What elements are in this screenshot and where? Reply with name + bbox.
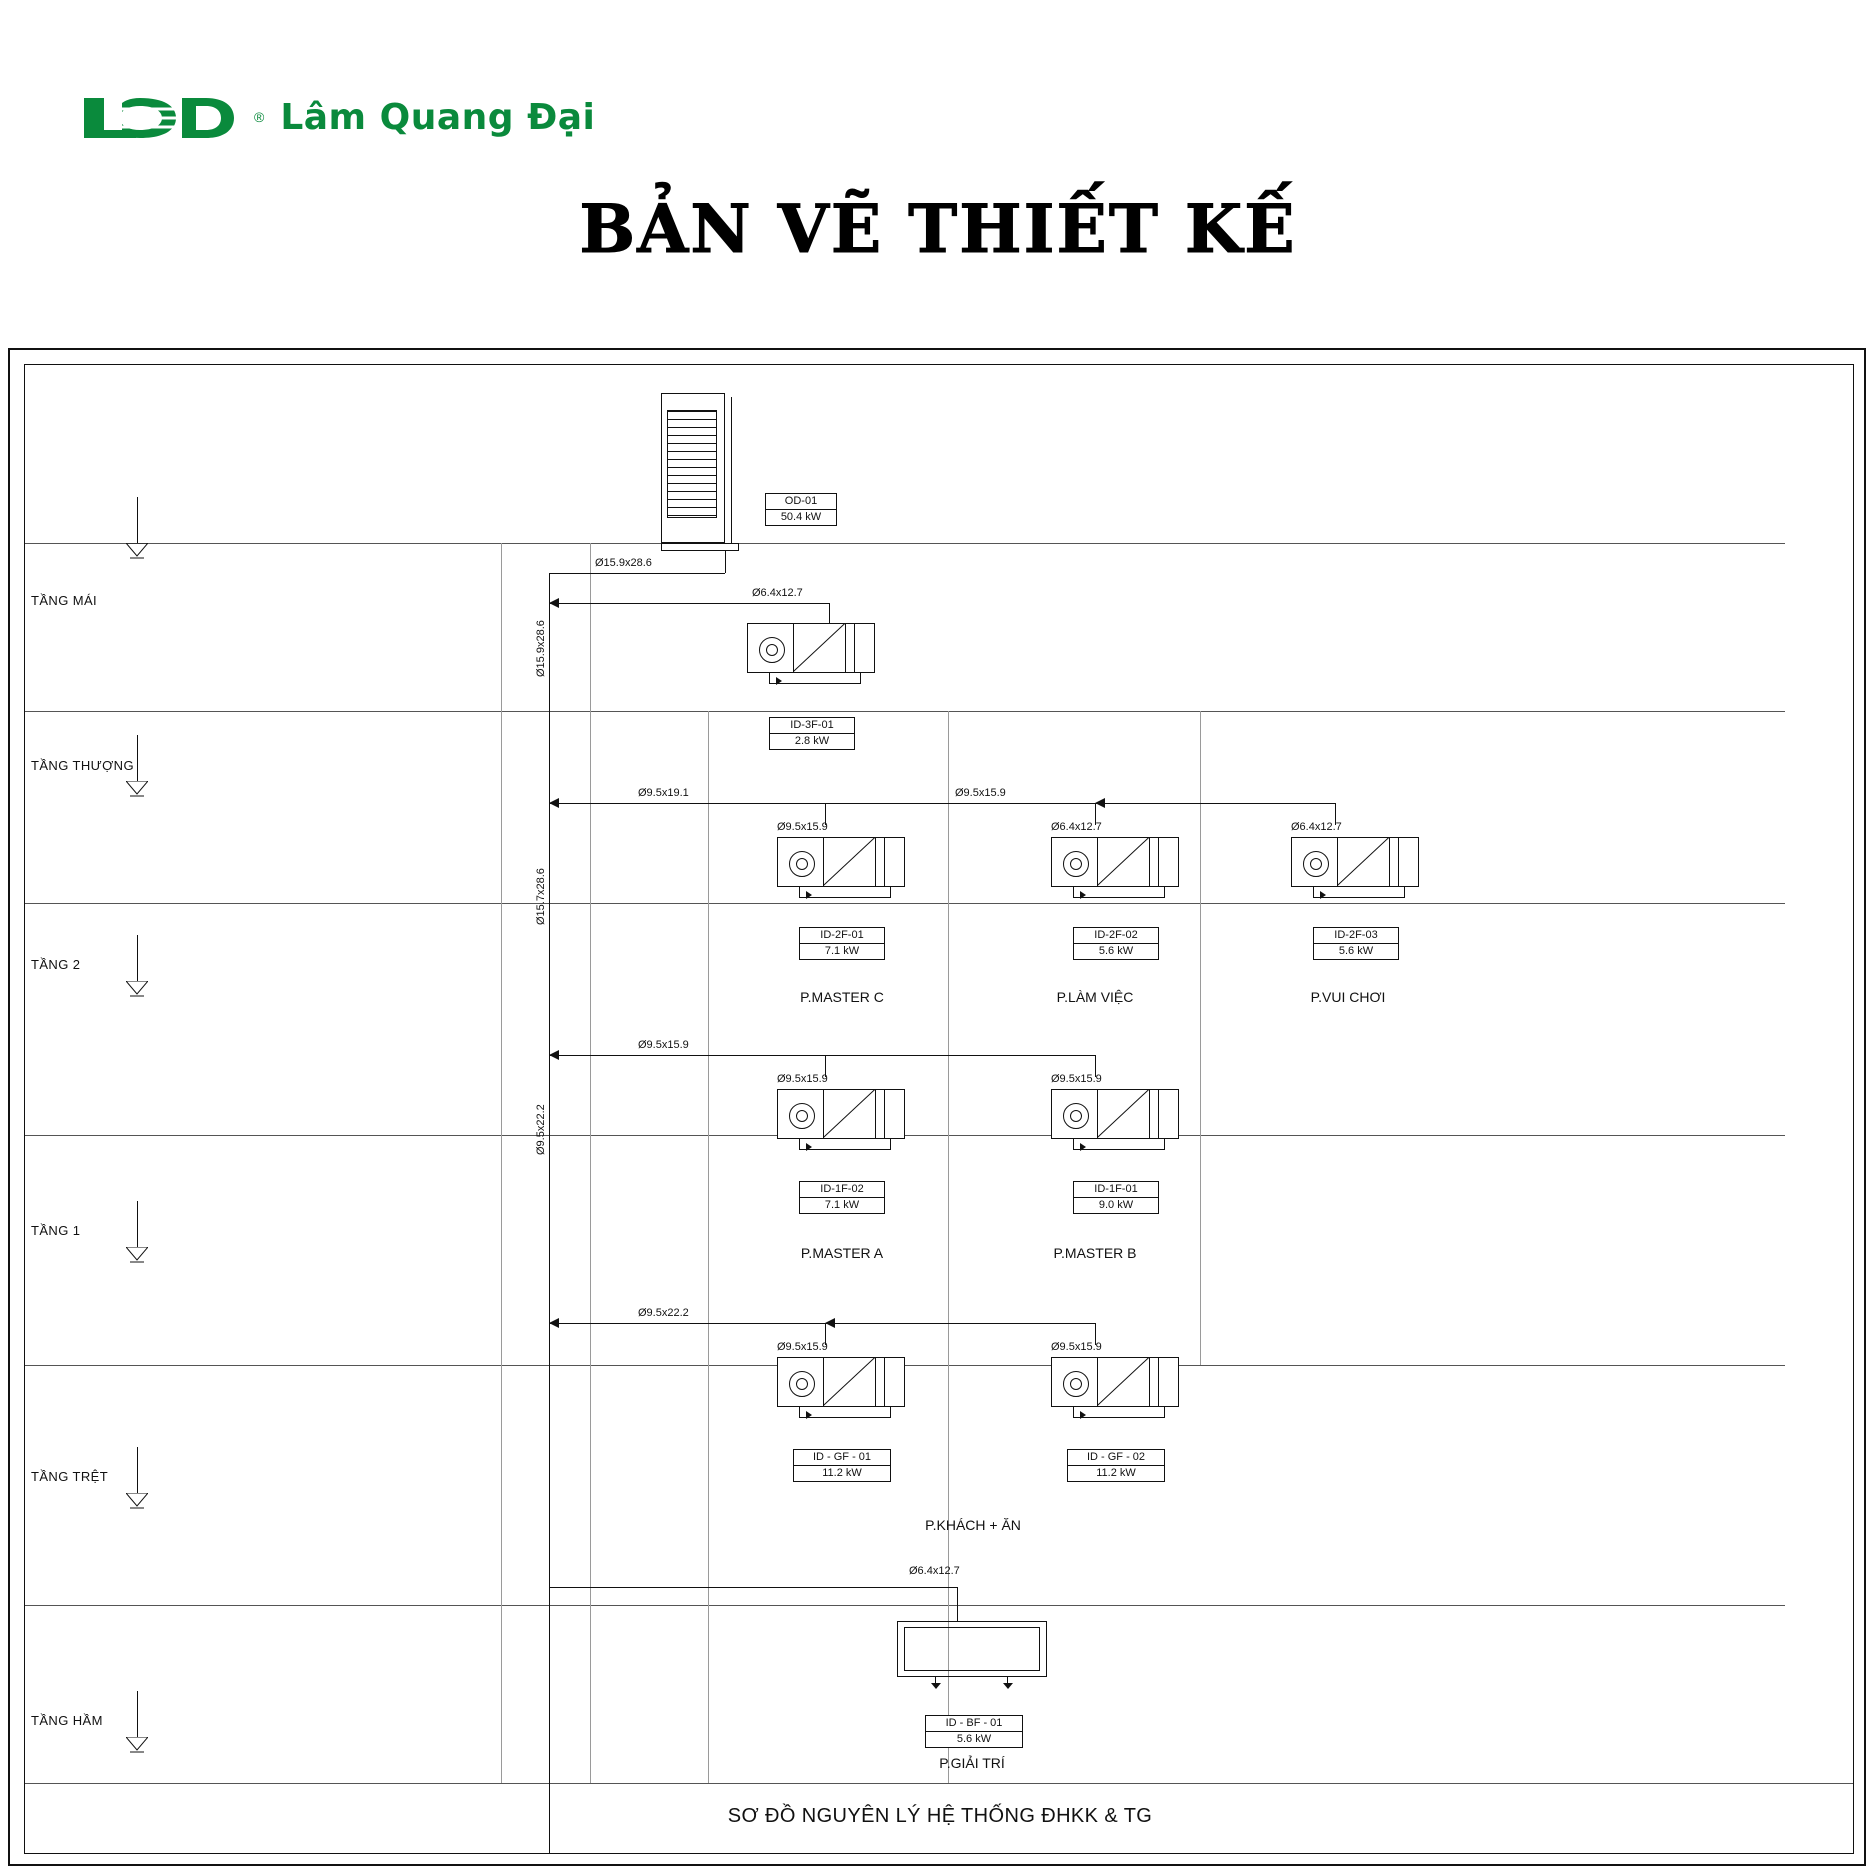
- pipe-label-riser-1f: Ø9.5x22.2: [535, 1104, 547, 1155]
- pipe-label-branch-bf: Ø6.4x12.7: [909, 1565, 960, 1577]
- brand-name: Lâm Quang Đại: [280, 96, 596, 138]
- level-arrow-2f: [137, 935, 138, 981]
- indoor-unit-tag-2f-03: [1313, 927, 1399, 960]
- grid-line-1: [501, 543, 502, 1783]
- indoor-unit-tag-capacity: 5.6 kW: [1338, 945, 1374, 957]
- indoor-unit-tag-id: ID-1F-01: [1074, 1182, 1158, 1198]
- indoor-unit-tag-bf-01: [925, 1715, 1023, 1748]
- level-label-gf: TẦNG TRỆT: [31, 1469, 109, 1484]
- pipe-label-1f-02: Ø9.5x15.9: [777, 1073, 828, 1085]
- indoor-unit-tag-id: ID-3F-01: [770, 718, 854, 734]
- floor-line-upper: [25, 711, 1785, 712]
- indoor-unit-tag-capacity: 2.8 kW: [794, 735, 830, 747]
- level-label-1f: TẦNG 1: [31, 1223, 81, 1238]
- indoor-unit-tag-gf-01: [793, 1449, 891, 1482]
- floor-line-basement: [25, 1605, 1785, 1606]
- indoor-unit-graphic-gf-01: [777, 1357, 905, 1419]
- grid-line-5: [1200, 711, 1201, 1365]
- page-header: [0, 0, 1876, 340]
- indoor-unit-graphic-1f-01: [1051, 1089, 1179, 1151]
- room-label-khach-an: P.KHÁCH + ĂN: [925, 1517, 1021, 1533]
- indoor-unit-tag-id: ID - GF - 02: [1068, 1450, 1164, 1466]
- level-label-roof: TẦNG MÁI: [31, 593, 98, 608]
- indoor-unit-graphic-3f-01: [747, 623, 875, 685]
- room-label-vui-choi: P.VUI CHƠI: [1310, 989, 1386, 1005]
- company-logo-icon: [78, 92, 238, 142]
- indoor-unit-tag-id: ID-1F-02: [800, 1182, 884, 1198]
- drawing-inner-frame: [24, 364, 1854, 1854]
- level-arrow-upper: [137, 735, 138, 781]
- arrow-branch-3f: [549, 598, 559, 608]
- pipe-label-riser-2f: Ø15.7x28.6: [535, 868, 547, 925]
- room-label-master-a: P.MASTER A: [800, 1245, 884, 1261]
- indoor-unit-tag-gf-02: [1067, 1449, 1165, 1482]
- riser-main: [549, 573, 550, 1854]
- pipe-branch-3f: [549, 603, 829, 604]
- arrow-branch-gf: [549, 1318, 559, 1328]
- pipe-branch-1f: [549, 1055, 1095, 1056]
- pipe-label-branch-gf-main: Ø9.5x22.2: [638, 1307, 689, 1319]
- indoor-unit-graphic-1f-02: [777, 1089, 905, 1151]
- pipe-label-gf-01: Ø9.5x15.9: [777, 1341, 828, 1353]
- indoor-unit-graphic-gf-02: [1051, 1357, 1179, 1419]
- pipe-label-riser-roof: Ø15.9x28.6: [535, 620, 547, 677]
- floor-line-2f: [25, 903, 1785, 904]
- indoor-unit-graphic-2f-02: [1051, 837, 1179, 899]
- page-title: BẢN VẼ THIẾT KẾ: [579, 190, 1297, 268]
- room-label-master-c: P.MASTER C: [800, 989, 884, 1005]
- level-triangle-1f: [126, 1247, 148, 1260]
- level-label-upper: TẦNG THƯỢNG: [31, 758, 134, 773]
- indoor-unit-tag-1f-02: [799, 1181, 885, 1214]
- arrow-branch-2f: [549, 798, 559, 808]
- indoor-unit-tag-capacity: 5.6 kW: [1098, 945, 1134, 957]
- indoor-unit-graphic-2f-03: [1291, 837, 1419, 899]
- level-triangle-basement: [126, 1737, 148, 1750]
- level-triangle-upper: [126, 781, 148, 794]
- level-triangle-2f: [126, 981, 148, 994]
- indoor-unit-graphic-bf-01: [897, 1621, 1047, 1683]
- grid-line-3: [708, 711, 709, 1783]
- room-label-lam-viec: P.LÀM VIỆC: [1056, 989, 1134, 1005]
- brand-block: [78, 92, 595, 142]
- arrow-branch-gf-mid: [825, 1318, 835, 1328]
- level-arrow-1f: [137, 1201, 138, 1247]
- indoor-unit-tag-capacity: 9.0 kW: [1098, 1199, 1134, 1211]
- pipe-label-main-roof: Ø15.9x28.6: [595, 557, 652, 569]
- level-arrow-gf: [137, 1447, 138, 1493]
- pipe-label-branch-2f-main: Ø9.5x19.1: [638, 787, 689, 799]
- pipe-label-gf-02: Ø9.5x15.9: [1051, 1341, 1102, 1353]
- indoor-unit-tag-id: ID - GF - 01: [794, 1450, 890, 1466]
- room-label-giai-tri: P.GIẢI TRÍ: [939, 1755, 1005, 1771]
- outdoor-unit-graphic: [661, 393, 735, 551]
- pipe-label-branch-1f-main: Ø9.5x15.9: [638, 1039, 689, 1051]
- indoor-unit-tag-2f-01: [799, 927, 885, 960]
- registered-trademark-icon: ®: [254, 109, 265, 125]
- grid-line-2: [590, 543, 591, 1783]
- pipe-label-2f-01: Ø9.5x15.9: [777, 821, 828, 833]
- pipe-label-branch-3f: Ø6.4x12.7: [752, 587, 803, 599]
- arrow-branch-1f: [549, 1050, 559, 1060]
- floor-line-roof: [25, 543, 1785, 544]
- level-label-2f: TẦNG 2: [31, 957, 81, 972]
- level-arrow-basement: [137, 1691, 138, 1737]
- room-label-master-b: P.MASTER B: [1053, 1245, 1137, 1261]
- outdoor-unit-tag-id: OD-01: [766, 494, 836, 510]
- level-triangle-gf: [126, 1493, 148, 1506]
- indoor-unit-tag-capacity: 11.2 kW: [822, 1467, 862, 1479]
- drawing-footer-title: SƠ ĐỒ NGUYÊN LÝ HỆ THỐNG ĐHKK & TG: [727, 1805, 1153, 1827]
- pipe-label-2f-03: Ø6.4x12.7: [1291, 821, 1342, 833]
- pipe-od-drop: [725, 551, 726, 573]
- indoor-unit-tag-capacity: 5.6 kW: [956, 1733, 992, 1745]
- pipe-drop-3f: [829, 603, 830, 625]
- floor-line-bottom: [25, 1783, 1854, 1784]
- level-arrow-roof: [137, 497, 138, 543]
- pipe-od-horizontal: [549, 573, 725, 574]
- level-triangle-roof: [126, 543, 148, 556]
- pipe-branch-bf: [549, 1587, 957, 1588]
- pipe-branch-gf: [549, 1323, 1095, 1324]
- pipe-drop-bf: [957, 1587, 958, 1621]
- outdoor-unit-tag-capacity: 50.4 kW: [780, 511, 822, 523]
- indoor-unit-tag-capacity: 7.1 kW: [824, 1199, 860, 1211]
- indoor-unit-tag-id: ID-2F-01: [800, 928, 884, 944]
- drawing-frame: [8, 348, 1866, 1866]
- drawing-layer: [25, 365, 1854, 1854]
- pipe-label-1f-01: Ø9.5x15.9: [1051, 1073, 1102, 1085]
- indoor-unit-tag-1f-01: [1073, 1181, 1159, 1214]
- arrow-branch-2f-mid: [1095, 798, 1105, 808]
- pipe-label-branch-2f-mid: Ø9.5x15.9: [955, 787, 1006, 799]
- indoor-unit-tag-capacity: 7.1 kW: [824, 945, 860, 957]
- indoor-unit-tag-capacity: 11.2 kW: [1096, 1467, 1136, 1479]
- outdoor-unit-tag: [765, 493, 837, 526]
- level-label-basement: TẦNG HẦM: [31, 1713, 103, 1728]
- indoor-unit-tag-id: ID-2F-02: [1074, 928, 1158, 944]
- indoor-unit-graphic-2f-01: [777, 837, 905, 899]
- indoor-unit-tag-2f-02: [1073, 927, 1159, 960]
- indoor-unit-tag-id: ID-2F-03: [1314, 928, 1398, 944]
- indoor-unit-tag-3f-01: [769, 717, 855, 750]
- indoor-unit-tag-id: ID - BF - 01: [926, 1716, 1022, 1732]
- pipe-label-2f-02: Ø6.4x12.7: [1051, 821, 1102, 833]
- pipe-branch-2f: [549, 803, 1335, 804]
